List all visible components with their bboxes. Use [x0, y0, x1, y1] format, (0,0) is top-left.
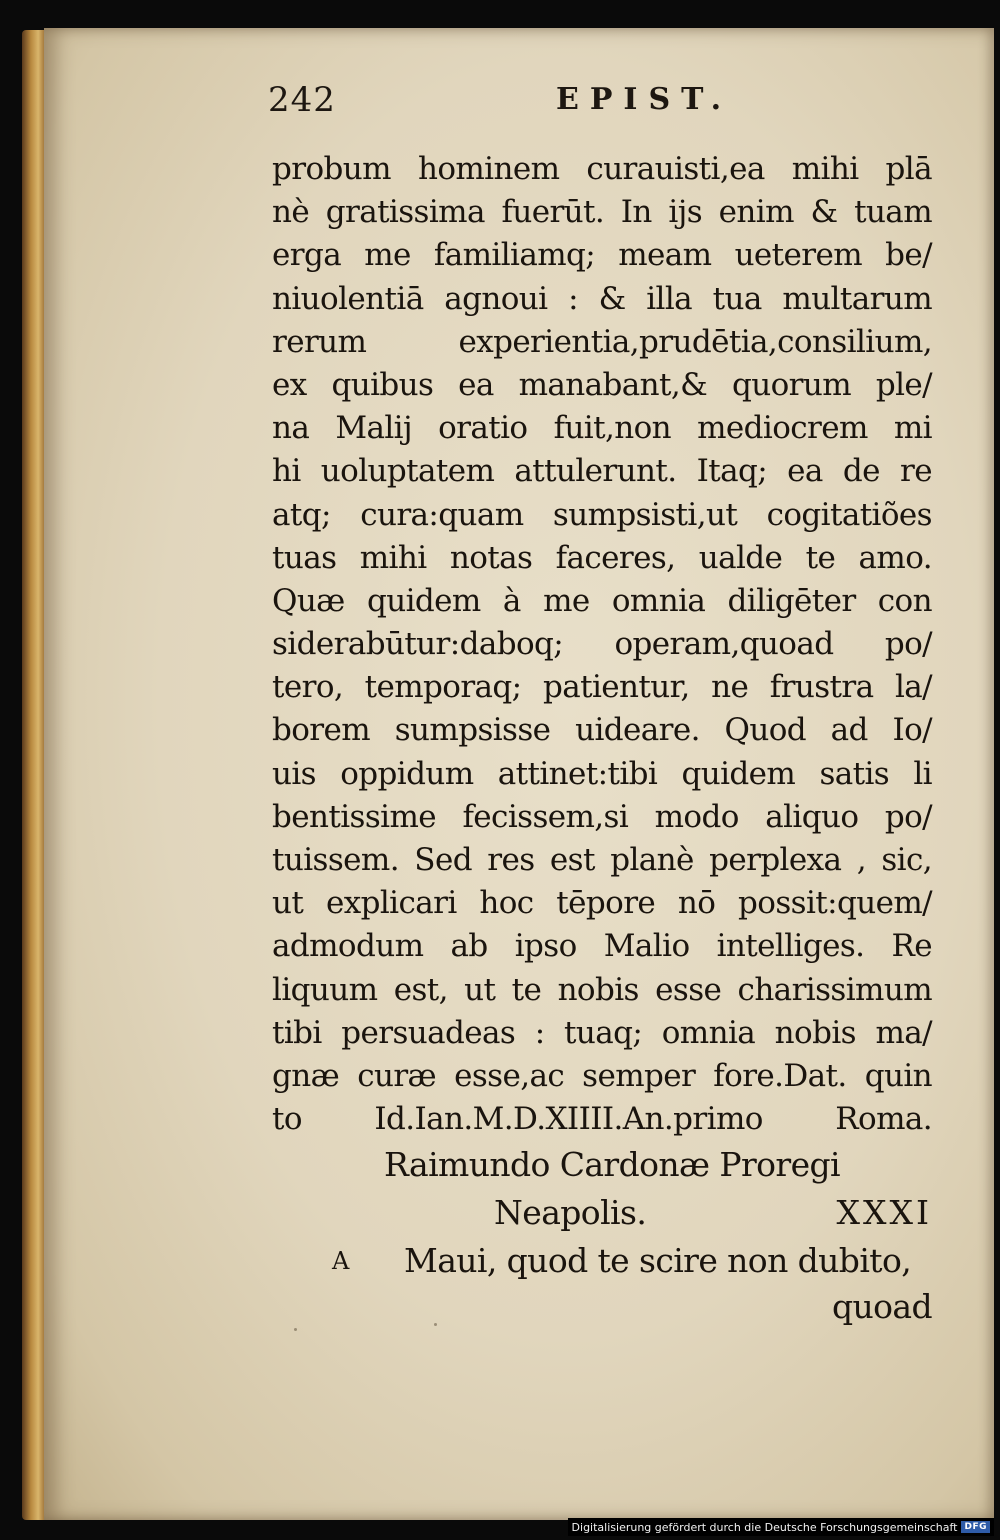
text-line: na Malij oratio fuit,non mediocrem mi	[272, 410, 932, 447]
running-head: EPIST.	[556, 82, 733, 117]
text-line: ex quibus ea manabant,& quorum ple/	[272, 366, 932, 403]
text-line: atq; cura:quam sumpsisti,ut cogitatiões	[272, 496, 932, 533]
body-text	[272, 148, 932, 1333]
text-line: nè gratissima fuerūt. In ijs enim & tuam	[272, 194, 932, 231]
text-line: tuas mihi notas faceres, ualde te amo.	[272, 539, 932, 576]
text-line: gnæ curæ esse,ac semper fore.Dat. quin	[272, 1057, 932, 1094]
digitization-credit	[568, 1518, 994, 1536]
letter-number: XXXI	[836, 1193, 932, 1233]
letter-heading-place	[272, 1189, 932, 1237]
letter-heading-addressee: Raimundo Cardonæ Proregi	[384, 1145, 840, 1185]
text-line: niuolentiā agnoui : & illa tua multarum	[272, 280, 932, 317]
text-line: liquum est, ut te nobis esse charissimum	[272, 971, 932, 1008]
text-line: tero, temporaq; patientur, ne frustra la/	[272, 669, 932, 706]
text-line: to Id.Ian.M.D.XIIII.An.primo Roma.	[272, 1101, 932, 1138]
text-line: borem sumpsisse uideare. Quod ad Io/	[272, 712, 932, 749]
credit-text: Digitalisierung gefördert durch die Deutsche Forschungsgemeinschaft	[571, 1520, 958, 1534]
text-line: hi uoluptatem attulerunt. Itaq; ea de re	[272, 453, 932, 490]
catchword: quoad	[831, 1287, 932, 1327]
signature-mark: A	[332, 1247, 349, 1276]
text-line: erga me familiamq; meam ueterem be/	[272, 237, 932, 274]
text-line: siderabūtur:daboq; operam,quoad po/	[272, 626, 932, 663]
text-line: uis oppidum attinet:tibi quidem satis li	[272, 755, 932, 792]
incipit-text: Maui, quod te scire non dubito,	[404, 1241, 912, 1281]
text-line: bentissime fecissem,si modo aliquo po/	[272, 798, 932, 835]
text-line: tibi persuadeas : tuaq; omnia nobis ma/	[272, 1014, 932, 1051]
text-line: Quæ quidem à me omnia diligēter con	[272, 582, 932, 619]
letter-incipit	[272, 1237, 932, 1285]
text-line: admodum ab ipso Malio intelliges. Re	[272, 928, 932, 965]
letter-heading-city: Neapolis.	[494, 1193, 647, 1233]
text-line: rerum experientia,prudētia,consilium,	[272, 323, 932, 360]
text-line: ut explicari hoc tēpore nō possit:quem/	[272, 885, 932, 922]
page-number: 242	[268, 80, 336, 120]
text-line: tuissem. Sed res est planè perplexa , sic,	[272, 842, 932, 878]
dfg-logo: DFG	[961, 1521, 990, 1533]
page-header	[268, 80, 748, 130]
text-line: probum hominem curauisti,ea mihi plā	[272, 151, 932, 187]
